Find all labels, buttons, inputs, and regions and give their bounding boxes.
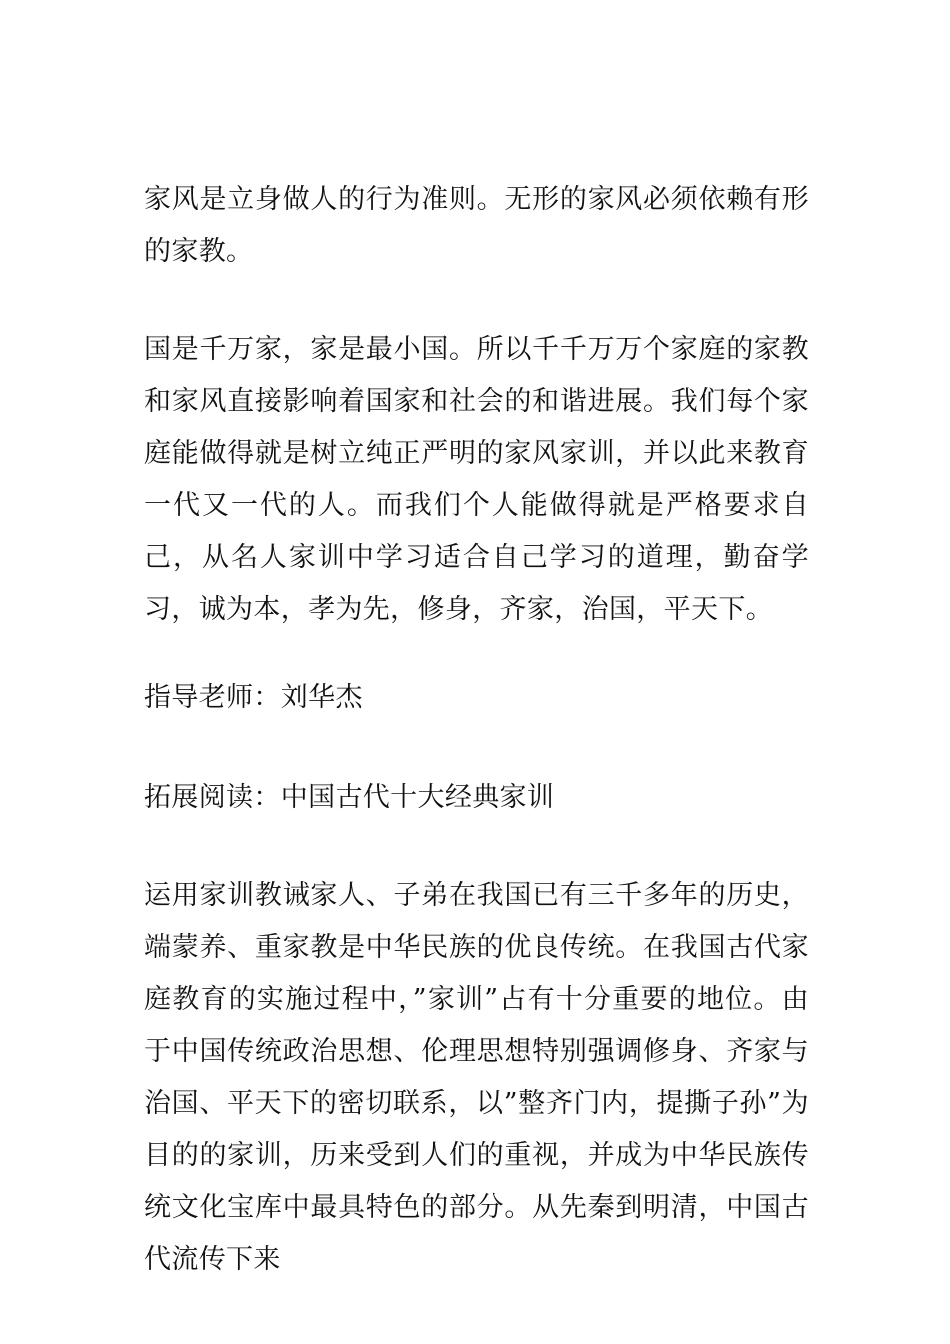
paragraph-family-style: 家风是立身做人的行为准则。无形的家风必须依赖有形的家教。: [144, 184, 809, 267]
paragraph-advisor: 指导老师：刘华杰: [144, 682, 363, 713]
paragraph-nation-and-family: 国是千万家，家是最小国。所以千千万万个家庭的家教和家风直接影响着国家和社会的和谐进展。我们每个家庭能做得就是树立纯正严明的家风家训，并以此来教育一代又一代的人。而我们个人能做得就是严格要求自己，从名人家训中学习适合自己学习的道理，勤奋学习，诚为本，孝为先，修身，齐家，治国，平天下。: [144, 334, 809, 625]
paragraph-extended-reading: 拓展阅读：中国古代十大经典家训: [144, 782, 555, 813]
paragraph-family-instructions-history: 运用家训教诫家人、子弟在我国已有三千多年的历史，端蒙养、重家教是中华民族的优良传统。在我国古代家庭教育的实施过程中，”家训”占有十分重要的地位。由于中国传统政治思想、伦理思想特别强调修身、齐家与治国、平天下的密切联系，以”整齐门内，提撕子孙”为目的的家训，历来受到人们的重视，并成为中华民族传统文化宝库中最具特色的部分。从先秦到明清，中国古代流传下来: [144, 880, 809, 1275]
